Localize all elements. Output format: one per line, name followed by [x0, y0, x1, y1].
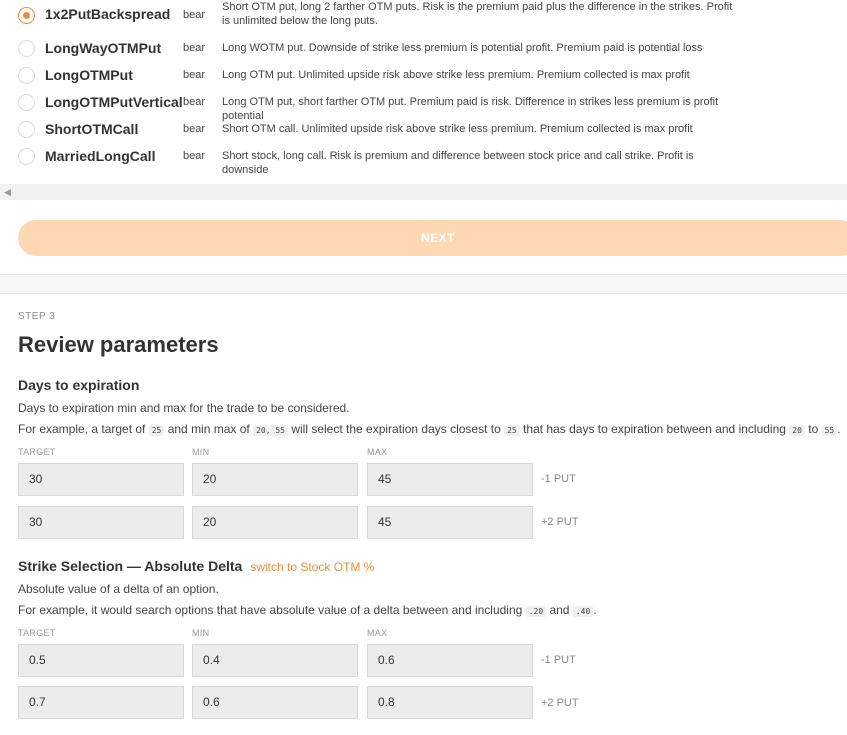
leg-label: +2 PUT [541, 516, 579, 528]
strategy-radio-selected[interactable] [18, 7, 35, 24]
strategy-row[interactable] [0, 115, 847, 142]
leg-label: -1 PUT [541, 654, 576, 666]
strategy-row[interactable] [0, 88, 847, 122]
delta-min-input[interactable]: 0.6 [192, 686, 358, 719]
code-snippet: 20 [789, 425, 805, 436]
strategy-name[interactable]: LongOTMPutVertical [45, 94, 183, 110]
strategy-bias: bear [183, 9, 206, 21]
strike-description: Absolute value of a delta of an option. [18, 582, 219, 596]
strategy-radio[interactable] [18, 67, 35, 84]
strategy-description: Short OTM call. Unlimited upside risk above strike less premium. Premium collected is max profit [222, 123, 693, 135]
leg-label: -1 PUT [541, 473, 576, 485]
code-snippet: 25 [504, 425, 520, 436]
dte-max-input[interactable]: 45 [367, 463, 533, 496]
delta-target-input[interactable]: 0.5 [18, 644, 184, 677]
strategy-name[interactable]: LongWayOTMPut [45, 40, 162, 56]
dte-target-input[interactable]: 30 [18, 506, 184, 539]
strategy-row[interactable] [0, 0, 847, 27]
strategy-radio[interactable] [18, 94, 35, 111]
horizontal-scrollbar[interactable] [0, 184, 847, 200]
dte-section-title: Days to expiration [18, 377, 140, 393]
strategy-bias: bear [183, 96, 206, 108]
strategy-description: Long OTM put. Unlimited upside risk above strike less premium. Premium collected is max profit [222, 69, 690, 81]
strategy-description: Long OTM put, short farther OTM put. Premium paid is risk. Difference in strikes less premium is profit potential [222, 96, 719, 122]
dte-min-input[interactable]: 20 [192, 506, 358, 539]
strategy-bias: bear [183, 123, 206, 135]
strike-example: For example, it would search options that have absolute value of a delta between and including .20 and .40 . [18, 603, 597, 617]
strike-section-title: Strike Selection — Absolute Delta switch to Stock OTM % [18, 558, 375, 574]
scroll-left-icon[interactable]: ◀ [4, 187, 11, 197]
strike-max-header: MAX [367, 628, 388, 638]
next-button[interactable]: NEXT [18, 220, 847, 256]
dte-description: Days to expiration min and max for the trade to be considered. [18, 401, 350, 415]
dte-min-input[interactable]: 20 [192, 463, 358, 496]
strategy-row[interactable] [0, 61, 847, 88]
strategy-description: Long WOTM put. Downside of strike less premium is potential profit. Premium paid is potential loss [222, 42, 703, 54]
step-label: STEP 3 [18, 311, 56, 322]
strategy-row[interactable] [0, 34, 847, 61]
delta-max-input[interactable]: 0.8 [367, 686, 533, 719]
strategy-name[interactable]: 1x2PutBackspread [45, 6, 171, 22]
delta-target-input[interactable]: 0.7 [18, 686, 184, 719]
strategy-radio[interactable] [18, 40, 35, 57]
switch-to-stock-otm-link[interactable]: switch to Stock OTM % [250, 560, 375, 574]
strategy-name[interactable]: LongOTMPut [45, 67, 133, 83]
delta-min-input[interactable]: 0.4 [192, 644, 358, 677]
strategy-bias: bear [183, 150, 206, 162]
strategy-description: Short stock, long call. Risk is premium and difference between stock price and call strike. Profit is downside [222, 150, 694, 176]
strategy-name[interactable]: ShortOTMCall [45, 121, 139, 137]
dte-max-input[interactable]: 45 [367, 506, 533, 539]
strategy-name[interactable]: MarriedLongCall [45, 148, 156, 164]
code-snippet: 55 [822, 425, 838, 436]
strategy-radio[interactable] [18, 148, 35, 165]
section-divider [0, 274, 847, 294]
code-snippet: 25 [149, 425, 165, 436]
strategy-bias: bear [183, 69, 206, 81]
code-snippet: 20, 55 [253, 425, 288, 436]
dte-min-header: MIN [192, 447, 210, 457]
code-snippet: .40 [573, 606, 593, 617]
strategy-radio[interactable] [18, 121, 35, 138]
dte-target-input[interactable]: 30 [18, 463, 184, 496]
strategy-description: Short OTM put, long 2 farther OTM puts. Risk is the premium paid plus the difference in the strikes. Profit is unlimited below the long puts. [222, 1, 733, 27]
strategy-bias: bear [183, 42, 206, 54]
page-title: Review parameters [18, 332, 219, 357]
strategy-row[interactable] [0, 142, 847, 176]
delta-max-input[interactable]: 0.6 [367, 644, 533, 677]
code-snippet: .20 [526, 606, 546, 617]
strike-target-header: TARGET [18, 628, 56, 638]
leg-label: +2 PUT [541, 697, 579, 709]
dte-example: For example, a target of 25 and min max of 20, 55 will select the expiration days closest to 25 that has days to expiration between and including 20 to 55 . [18, 422, 841, 436]
strike-min-header: MIN [192, 628, 210, 638]
dte-max-header: MAX [367, 447, 388, 457]
dte-target-header: TARGET [18, 447, 56, 457]
